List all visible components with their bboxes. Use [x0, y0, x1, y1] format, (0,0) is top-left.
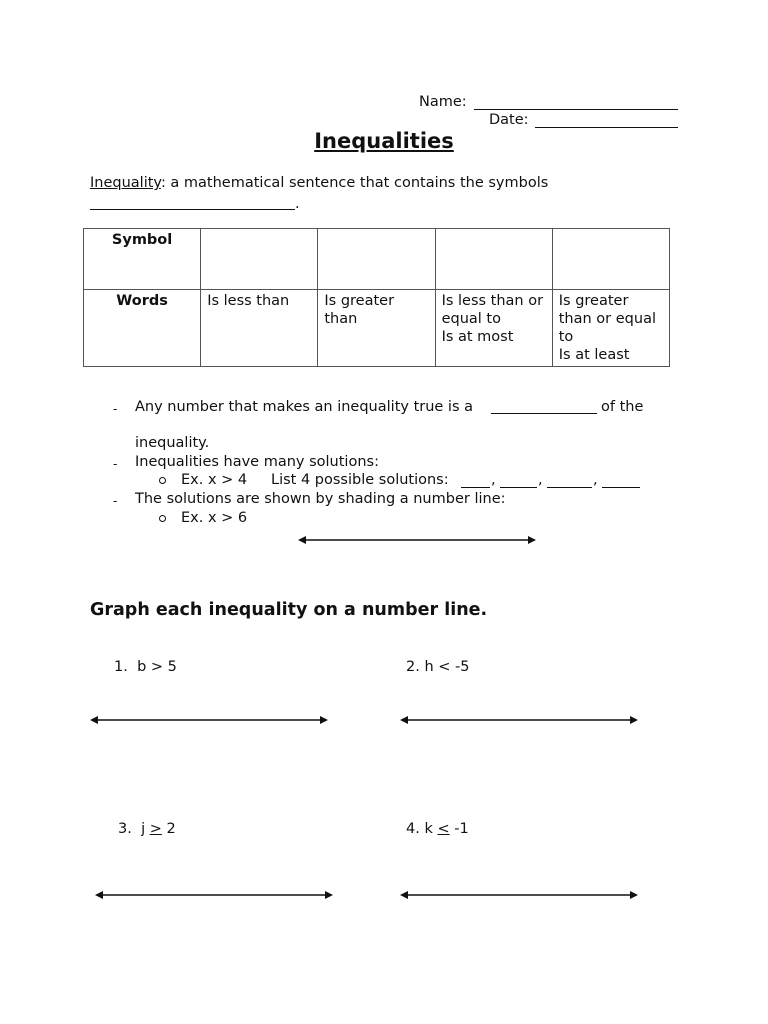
page-title: Inequalities [314, 129, 454, 153]
definition-line [90, 175, 548, 191]
definition-text: : a mathematical sentence that contains the symbols [160, 175, 549, 191]
problem-number: 1. [114, 659, 128, 675]
list-dash: - [113, 402, 118, 416]
number-line-1[interactable] [90, 714, 328, 726]
solution-blank[interactable] [491, 401, 597, 414]
problem-expression: k [424, 821, 438, 837]
problem-number: 3. [118, 821, 132, 837]
problem-number: 4. [406, 821, 420, 837]
solution-blank-2[interactable] [500, 475, 537, 488]
double-arrow-icon [90, 714, 328, 726]
words-cell: Is less than or equal to Is at most [435, 290, 552, 367]
name-field[interactable] [474, 97, 678, 110]
note-sub1a: Ex. x > 4 [181, 472, 248, 488]
symbol-cell[interactable] [201, 229, 318, 290]
sep: , [538, 472, 543, 488]
sep: , [593, 472, 598, 488]
solution-blank-1[interactable] [461, 475, 490, 488]
list-dash: - [113, 494, 118, 508]
problem-operator: < [437, 821, 450, 837]
note-1c: inequality. [135, 435, 210, 451]
note-1a: Any number that makes an inequality true is a [135, 399, 474, 415]
problem-number: 2. [406, 659, 420, 675]
definition-term: Inequality [90, 175, 161, 191]
list-dash: - [113, 457, 118, 471]
symbol-words-table [83, 228, 670, 367]
row-label-words: Words [84, 290, 201, 367]
date-field[interactable] [535, 115, 678, 128]
definition-end: . [295, 196, 300, 212]
name-label: Name: [419, 94, 467, 110]
words-cell: Is less than [201, 290, 318, 367]
problem-3 [118, 821, 176, 837]
table-row-symbol [84, 229, 670, 290]
solution-blank-3[interactable] [547, 475, 592, 488]
problem-operator: > [149, 821, 162, 837]
solution-blank-4[interactable] [602, 475, 640, 488]
number-line-3[interactable] [95, 889, 333, 901]
symbol-cell[interactable] [318, 229, 435, 290]
double-arrow-icon [400, 889, 638, 901]
problem-value: 2 [161, 821, 176, 837]
words-cell: Is greater than or equal to Is at least [552, 290, 669, 367]
row-label-symbol: Symbol [84, 229, 201, 290]
problem-value: -1 [449, 821, 469, 837]
sub-bullet-icon [159, 515, 166, 522]
note-3: The solutions are shown by shading a number line: [135, 491, 506, 507]
problem-expression: h < -5 [424, 659, 470, 675]
number-line-example[interactable] [298, 534, 536, 546]
number-line-2[interactable] [400, 714, 638, 726]
sub-bullet-icon [159, 477, 166, 484]
double-arrow-icon [95, 889, 333, 901]
number-line-4[interactable] [400, 889, 638, 901]
words-cell: Is greater than [318, 290, 435, 367]
note-sub1b: List 4 possible solutions: [271, 472, 449, 488]
problem-expression: j [141, 821, 150, 837]
symbol-cell[interactable] [435, 229, 552, 290]
problem-2 [406, 659, 469, 675]
problem-1 [114, 659, 177, 675]
symbol-cell[interactable] [552, 229, 669, 290]
double-arrow-icon [298, 534, 536, 546]
symbols-blank[interactable] [90, 197, 295, 210]
date-label: Date: [489, 112, 529, 128]
table-row-words [84, 290, 670, 367]
section-heading: Graph each inequality on a number line. [90, 600, 488, 620]
problem-4 [406, 821, 469, 837]
sep: , [491, 472, 496, 488]
note-sub2: Ex. x > 6 [181, 510, 248, 526]
note-1b: of the [601, 399, 644, 415]
double-arrow-icon [400, 714, 638, 726]
problem-expression: b > 5 [137, 659, 177, 675]
note-2: Inequalities have many solutions: [135, 454, 379, 470]
